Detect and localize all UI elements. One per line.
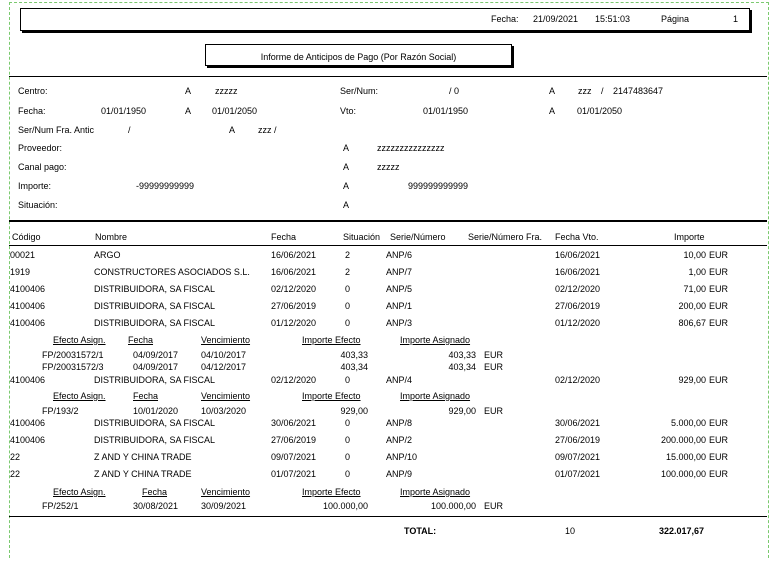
row-situacion: 0 xyxy=(345,284,351,294)
row-situacion: 0 xyxy=(345,418,351,428)
row-codigo: 4100406 xyxy=(10,418,46,428)
filter-sernum-to-prefix: zzz xyxy=(578,86,592,96)
row-codigo: 1919 xyxy=(10,267,31,277)
sub-col-fecha: Fecha xyxy=(128,335,154,345)
row-fecha: 02/12/2020 xyxy=(271,284,317,294)
row-importe: 100.000,00 xyxy=(660,469,706,479)
filter-sernumfra-a: A xyxy=(229,125,236,135)
col-codigo: Código xyxy=(12,232,41,242)
sub-row-moneda: EUR xyxy=(484,350,504,360)
sub-col-vencimiento: Vencimiento xyxy=(201,391,251,401)
sub-row-efecto: FP/193/2 xyxy=(42,406,79,416)
header-fecha-value: 21/09/2021 xyxy=(533,14,579,24)
row-situacion: 0 xyxy=(345,301,351,311)
sub-row-importe-asignado: 929,00 xyxy=(448,406,476,416)
filter-sernum-label: Ser/Num: xyxy=(340,86,379,96)
row-moneda: EUR xyxy=(709,418,729,428)
row-fecha-vto: 02/12/2020 xyxy=(555,375,601,385)
filter-proveedor-to: zzzzzzzzzzzzzzz xyxy=(377,143,445,153)
sub-row-vencimiento: 10/03/2020 xyxy=(201,406,247,416)
sub-row-efecto: FP/20031572/1 xyxy=(42,350,104,360)
filter-proveedor-a: A xyxy=(343,143,350,153)
total-amount: 322.017,67 xyxy=(658,526,704,536)
row-importe: 71,00 xyxy=(683,284,706,294)
filter-centro-a: A xyxy=(185,86,192,96)
row-nombre: DISTRIBUIDORA, SA FISCAL xyxy=(94,435,216,445)
sub-row-moneda: EUR xyxy=(484,406,504,416)
sub-row-fecha: 30/08/2021 xyxy=(133,501,179,511)
row-situacion: 2 xyxy=(345,267,351,277)
row-codigo: 22 xyxy=(10,469,21,479)
sub-row-efecto: FP/20031572/3 xyxy=(42,362,104,372)
total-rule xyxy=(9,516,767,517)
sub-col-vencimiento: Vencimiento xyxy=(201,487,251,497)
total-label: TOTAL: xyxy=(404,526,437,536)
row-fecha-vto: 16/06/2021 xyxy=(555,267,601,277)
row-nombre: CONSTRUCTORES ASOCIADOS S.L. xyxy=(94,267,250,277)
col-fecha: Fecha xyxy=(271,232,297,242)
row-fecha: 16/06/2021 xyxy=(271,250,317,260)
filter-situacion-label: Situación: xyxy=(18,200,58,210)
row-nombre: Z AND Y CHINA TRADE xyxy=(94,452,192,462)
row-situacion: 0 xyxy=(345,435,351,445)
filter-fecha-to: 01/01/2050 xyxy=(212,106,258,116)
filter-fecha-a: A xyxy=(185,106,192,116)
row-serie: ANP/10 xyxy=(386,452,418,462)
filter-vto-a: A xyxy=(549,106,556,116)
sub-row-importe-asignado: 403,34 xyxy=(448,362,476,372)
filter-sernumfra-to: zzz / xyxy=(258,125,277,135)
sub-col-importe-asignado: Importe Asignado xyxy=(400,391,471,401)
row-situacion: 0 xyxy=(345,469,351,479)
sub-row-fecha: 10/01/2020 xyxy=(133,406,179,416)
filter-importe-a: A xyxy=(343,181,350,191)
col-serie: Serie/Número xyxy=(390,232,446,242)
row-importe: 929,00 xyxy=(678,375,706,385)
row-nombre: Z AND Y CHINA TRADE xyxy=(94,469,192,479)
row-importe: 200,00 xyxy=(678,301,706,311)
row-fecha: 02/12/2020 xyxy=(271,375,317,385)
sub-row-importe-efecto: 929,00 xyxy=(340,406,368,416)
row-serie: ANP/8 xyxy=(386,418,413,428)
row-codigo: 4100406 xyxy=(10,284,46,294)
row-importe: 1,00 xyxy=(688,267,706,277)
filter-importe-from: -99999999999 xyxy=(136,181,195,191)
row-moneda: EUR xyxy=(709,301,729,311)
sub-row-vencimiento: 30/09/2021 xyxy=(201,501,247,511)
filter-sernum-a: A xyxy=(549,86,556,96)
row-codigo: 4100406 xyxy=(10,301,46,311)
row-fecha-vto: 02/12/2020 xyxy=(555,284,601,294)
row-codigo: 22 xyxy=(10,452,21,462)
sub-col-importe-efecto: Importe Efecto xyxy=(302,335,361,345)
sub-col-fecha: Fecha xyxy=(133,391,159,401)
col-serie-fra: Serie/Número Fra. xyxy=(468,232,543,242)
filter-vto-from: 01/01/1950 xyxy=(423,106,469,116)
row-fecha: 27/06/2019 xyxy=(271,435,317,445)
filter-importe-to: 999999999999 xyxy=(408,181,469,191)
row-serie: ANP/9 xyxy=(386,469,413,479)
sub-col-fecha: Fecha xyxy=(142,487,168,497)
sub-col-efecto: Efecto Asign. xyxy=(53,487,106,497)
row-situacion: 2 xyxy=(345,250,351,260)
row-importe: 200.000,00 xyxy=(660,435,706,445)
row-moneda: EUR xyxy=(709,267,729,277)
sub-row-vencimiento: 04/12/2017 xyxy=(201,362,247,372)
row-importe: 15.000,00 xyxy=(665,452,706,462)
filter-vto-to: 01/01/2050 xyxy=(577,106,623,116)
filter-canal-to: zzzzz xyxy=(377,162,400,172)
sub-row-efecto: FP/252/1 xyxy=(42,501,79,511)
filter-sernum-to-num: 2147483647 xyxy=(613,86,664,96)
sub-col-importe-efecto: Importe Efecto xyxy=(302,487,361,497)
sub-col-vencimiento: Vencimiento xyxy=(201,335,251,345)
row-serie: ANP/5 xyxy=(386,284,413,294)
col-importe: Importe xyxy=(674,232,705,242)
row-moneda: EUR xyxy=(709,469,729,479)
filter-vto-label: Vto: xyxy=(340,106,357,116)
row-moneda: EUR xyxy=(709,318,729,328)
row-fecha-vto: 30/06/2021 xyxy=(555,418,601,428)
row-situacion: 0 xyxy=(345,318,351,328)
row-fecha-vto: 01/12/2020 xyxy=(555,318,601,328)
row-moneda: EUR xyxy=(709,452,729,462)
row-fecha: 01/12/2020 xyxy=(271,318,317,328)
filters-top-rule xyxy=(9,76,767,77)
col-nombre: Nombre xyxy=(95,232,128,242)
filter-sernumfra-label: Ser/Num Fra. Antic xyxy=(18,125,95,135)
row-nombre: DISTRIBUIDORA, SA FISCAL xyxy=(94,318,216,328)
report-header-box xyxy=(20,8,750,31)
sub-col-efecto: Efecto Asign. xyxy=(53,335,106,345)
row-importe: 5.000,00 xyxy=(670,418,706,428)
row-nombre: DISTRIBUIDORA, SA FISCAL xyxy=(94,284,216,294)
sub-col-importe-asignado: Importe Asignado xyxy=(400,335,471,345)
header-bottom-rule xyxy=(9,245,767,246)
sub-row-importe-efecto: 100.000,00 xyxy=(322,501,368,511)
row-codigo: 4100406 xyxy=(10,375,46,385)
row-fecha: 01/07/2021 xyxy=(271,469,317,479)
sub-row-vencimiento: 04/10/2017 xyxy=(201,350,247,360)
row-nombre: ARGO xyxy=(94,250,121,260)
row-codigo: 4100406 xyxy=(10,435,46,445)
row-fecha: 30/06/2021 xyxy=(271,418,317,428)
sub-col-importe-efecto: Importe Efecto xyxy=(302,391,361,401)
row-importe: 10,00 xyxy=(683,250,706,260)
row-serie: ANP/3 xyxy=(386,318,413,328)
row-importe: 806,67 xyxy=(678,318,706,328)
filter-canal-a: A xyxy=(343,162,350,172)
sub-col-importe-asignado: Importe Asignado xyxy=(400,487,471,497)
row-moneda: EUR xyxy=(709,435,729,445)
row-serie: ANP/2 xyxy=(386,435,413,445)
row-serie: ANP/4 xyxy=(386,375,413,385)
sub-row-moneda: EUR xyxy=(484,362,504,372)
sub-row-moneda: EUR xyxy=(484,501,504,511)
row-serie: ANP/1 xyxy=(386,301,413,311)
header-pagina-value: 1 xyxy=(733,14,739,24)
row-nombre: DISTRIBUIDORA, SA FISCAL xyxy=(94,375,216,385)
row-moneda: EUR xyxy=(709,284,729,294)
filter-proveedor-label: Proveedor: xyxy=(18,143,63,153)
row-codigo: 00021 xyxy=(10,250,36,260)
sub-row-importe-efecto: 403,33 xyxy=(340,350,368,360)
sub-row-fecha: 04/09/2017 xyxy=(133,350,179,360)
filter-centro-label: Centro: xyxy=(18,86,48,96)
header-hora-value: 15:51:03 xyxy=(595,14,631,24)
header-fecha-label: Fecha: xyxy=(491,14,519,24)
sub-col-efecto: Efecto Asign. xyxy=(53,391,106,401)
sub-row-importe-efecto: 403,34 xyxy=(340,362,368,372)
row-serie: ANP/6 xyxy=(386,250,413,260)
table-top-rule xyxy=(9,220,767,222)
row-serie: ANP/7 xyxy=(386,267,413,277)
row-fecha-vto: 01/07/2021 xyxy=(555,469,601,479)
row-fecha-vto: 27/06/2019 xyxy=(555,301,601,311)
row-fecha: 16/06/2021 xyxy=(271,267,317,277)
filter-sernum-from: / 0 xyxy=(449,86,460,96)
filter-centro-to: zzzzz xyxy=(215,86,238,96)
row-fecha-vto: 27/06/2019 xyxy=(555,435,601,445)
row-nombre: DISTRIBUIDORA, SA FISCAL xyxy=(94,418,216,428)
filter-canal-label: Canal pago: xyxy=(18,162,67,172)
filter-importe-label: Importe: xyxy=(18,181,52,191)
row-moneda: EUR xyxy=(709,250,729,260)
sub-row-importe-asignado: 403,33 xyxy=(448,350,476,360)
filter-fecha-label: Fecha: xyxy=(18,106,46,116)
header-pagina-label: Página xyxy=(661,14,690,24)
row-situacion: 0 xyxy=(345,375,351,385)
row-fecha-vto: 16/06/2021 xyxy=(555,250,601,260)
col-fecha-vto: Fecha Vto. xyxy=(555,232,599,242)
sub-row-fecha: 04/09/2017 xyxy=(133,362,179,372)
row-fecha-vto: 09/07/2021 xyxy=(555,452,601,462)
row-fecha: 27/06/2019 xyxy=(271,301,317,311)
col-situacion: Situación xyxy=(343,232,381,242)
filter-situacion-a: A xyxy=(343,200,350,210)
row-fecha: 09/07/2021 xyxy=(271,452,317,462)
report-title: Informe de Anticipos de Pago (Por Razón Social) xyxy=(260,52,457,62)
row-codigo: 4100406 xyxy=(10,318,46,328)
total-count: 10 xyxy=(565,526,576,536)
row-nombre: DISTRIBUIDORA, SA FISCAL xyxy=(94,301,216,311)
sub-row-importe-asignado: 100.000,00 xyxy=(430,501,476,511)
filter-fecha-from: 01/01/1950 xyxy=(101,106,147,116)
row-situacion: 0 xyxy=(345,452,351,462)
row-moneda: EUR xyxy=(709,375,729,385)
filter-sernum-to-slash: / xyxy=(601,86,604,96)
filter-sernumfra-from: / xyxy=(128,125,131,135)
